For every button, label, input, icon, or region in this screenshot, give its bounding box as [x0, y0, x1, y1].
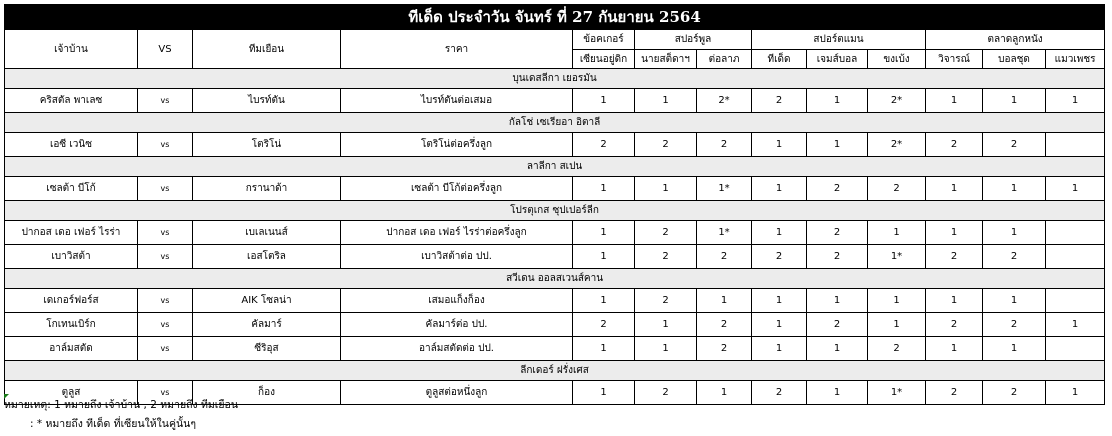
pick-cell: 1 [752, 221, 807, 245]
pick-cell: 2 [697, 133, 752, 157]
pick-cell: 1 [868, 289, 926, 313]
vs-label: vs [138, 177, 193, 201]
vs-label: vs [138, 337, 193, 361]
home-team: โกเทนเบิร์ก [5, 313, 138, 337]
pick-cell: 2 [868, 177, 926, 201]
match-row [5, 133, 1105, 157]
header-group: สปอร์พูล [635, 30, 752, 50]
handicap-price: เซลต้า บีโก้ต่อครึ่งลูก [341, 177, 573, 201]
footnote: : * หมายถึง ทีเด็ด ที่เซียนให้ในคู่นั้นๆ [30, 418, 197, 430]
pick-cell: 1* [868, 245, 926, 269]
header-group: ข้อคเกอร์ [573, 30, 635, 50]
match-row [5, 221, 1105, 245]
pick-cell: 1 [697, 381, 752, 405]
header-tipster: เซียนอยู่ดิก [573, 50, 635, 69]
pick-cell: 2 [635, 381, 697, 405]
pick-cell: 1 [635, 177, 697, 201]
league-row [5, 113, 1105, 133]
pick-cell [1046, 337, 1105, 361]
pick-cell: 1 [752, 133, 807, 157]
pick-cell: 2 [573, 313, 635, 337]
pick-cell: 1 [573, 337, 635, 361]
home-team: เซลต้า บีโก้ [5, 177, 138, 201]
handicap-price: โตริโน่ต่อครึ่งลูก [341, 133, 573, 157]
pick-cell [1046, 289, 1105, 313]
header-tipster: นายสต็ดาฯ [635, 50, 697, 69]
pick-cell: 1* [697, 221, 752, 245]
away-team: โตริโน่ [193, 133, 341, 157]
vs-label: vs [138, 133, 193, 157]
pick-cell: 1 [635, 337, 697, 361]
pick-cell: 2 [983, 313, 1046, 337]
pick-cell: 1 [807, 289, 868, 313]
pick-cell: 2 [635, 221, 697, 245]
pick-cell: 2 [807, 221, 868, 245]
pick-cell: 1 [752, 177, 807, 201]
pick-cell: 1 [573, 381, 635, 405]
pick-cell: 1 [926, 337, 983, 361]
pick-cell: 1 [752, 337, 807, 361]
tips-table [4, 4, 1105, 405]
pick-cell: 1 [983, 177, 1046, 201]
pick-cell [1046, 133, 1105, 157]
vs-label: vs [138, 381, 193, 405]
league-name: กัลโช่ เซเรียอา อิตาลี [5, 113, 1105, 133]
home-team: เบาวิสต้า [5, 245, 138, 269]
pick-cell: 2 [752, 245, 807, 269]
league-row [5, 361, 1105, 381]
match-row [5, 289, 1105, 313]
pick-cell: 1 [1046, 177, 1105, 201]
pick-cell: 1 [926, 221, 983, 245]
league-name: ลาลีกา สเปน [5, 157, 1105, 177]
pick-cell: 2 [807, 313, 868, 337]
vs-label: vs [138, 289, 193, 313]
vs-label: vs [138, 245, 193, 269]
cell-corner-marker [4, 394, 9, 399]
league-row [5, 201, 1105, 221]
pick-cell: 1 [926, 89, 983, 113]
pick-cell: 1 [573, 289, 635, 313]
pick-cell: 1 [573, 245, 635, 269]
pick-cell: 1 [1046, 381, 1105, 405]
pick-cell: 1 [635, 89, 697, 113]
league-row [5, 69, 1105, 89]
pick-cell: 1 [807, 337, 868, 361]
pick-cell: 2 [573, 133, 635, 157]
home-team: เอซี เวนิซ [5, 133, 138, 157]
pick-cell: 1 [752, 313, 807, 337]
footnotes [4, 396, 238, 434]
header-group: ตลาดลูกหนัง [926, 30, 1105, 50]
away-team: ก็อง [193, 381, 341, 405]
match-row [5, 313, 1105, 337]
pick-cell: 1 [1046, 89, 1105, 113]
pick-cell: 2 [983, 245, 1046, 269]
pick-cell: 1 [573, 221, 635, 245]
header-vs: VS [138, 30, 193, 69]
league-name: บุนเดสลีกา เยอรมัน [5, 69, 1105, 89]
vs-label: vs [138, 313, 193, 337]
pick-cell: 1 [1046, 313, 1105, 337]
pick-cell [1046, 245, 1105, 269]
home-team: เดเกอร์ฟอร์ส [5, 289, 138, 313]
pick-cell: 1 [807, 89, 868, 113]
pick-cell: 1 [926, 289, 983, 313]
pick-cell: 2 [983, 381, 1046, 405]
pick-cell [1046, 221, 1105, 245]
pick-cell: 2* [697, 89, 752, 113]
header-tipster: แมวเพชร [1046, 50, 1105, 69]
away-team: กรานาด้า [193, 177, 341, 201]
pick-cell: 2 [983, 133, 1046, 157]
league-name: โปรตุเกส ซุปเปอร์ลีก [5, 201, 1105, 221]
page-title: ทีเด็ด ประจำวัน จันทร์ ที่ 27 กันยายน 2564 [5, 5, 1105, 30]
home-team: อาล์มสตัด [5, 337, 138, 361]
footnote: หมายเหตุ: 1 หมายถึง เจ้าบ้าน , 2 หมายถึง ทีมเยือน [4, 399, 239, 411]
pick-cell: 1 [573, 89, 635, 113]
handicap-price: เบาวิสต้าต่อ ปป. [341, 245, 573, 269]
pick-cell: 1 [868, 221, 926, 245]
handicap-price: ปากอส เดอ เฟอร์ ไรร่าต่อครึ่งลูก [341, 221, 573, 245]
pick-cell: 1 [807, 381, 868, 405]
away-team: ซีริอุส [193, 337, 341, 361]
pick-cell: 2 [807, 177, 868, 201]
match-row [5, 89, 1105, 113]
pick-cell: 2 [697, 337, 752, 361]
pick-cell: 1 [868, 313, 926, 337]
handicap-price: เสมอแก็งก็อง [341, 289, 573, 313]
pick-cell: 2 [635, 133, 697, 157]
pick-cell: 2 [635, 245, 697, 269]
pick-cell: 2 [752, 89, 807, 113]
pick-cell: 2* [868, 133, 926, 157]
handicap-price: คัลมาร์ต่อ ปป. [341, 313, 573, 337]
league-row [5, 269, 1105, 289]
vs-label: vs [138, 221, 193, 245]
pick-cell: 2 [926, 313, 983, 337]
away-team: ไบรท์ตัน [193, 89, 341, 113]
pick-cell: 2 [926, 381, 983, 405]
pick-cell: 2 [926, 245, 983, 269]
away-team: คัลมาร์ [193, 313, 341, 337]
header-tipster: วิจารณ์ [926, 50, 983, 69]
home-team: ปากอส เดอ เฟอร์ ไรร่า [5, 221, 138, 245]
pick-cell: 2 [697, 245, 752, 269]
pick-cell: 1* [697, 177, 752, 201]
handicap-price: อาล์มสตัดต่อ ปป. [341, 337, 573, 361]
header-group: สปอร์ตแมน [752, 30, 926, 50]
header-tipster: ต่อลาภ [697, 50, 752, 69]
pick-cell: 1 [983, 89, 1046, 113]
pick-cell: 2* [868, 89, 926, 113]
pick-cell: 2 [752, 381, 807, 405]
header-tipster: ขงเบ้ง [868, 50, 926, 69]
pick-cell: 2 [697, 313, 752, 337]
header-tipster: บอลชุด [983, 50, 1046, 69]
header-tipster: เจมส์บอล [807, 50, 868, 69]
pick-cell: 1 [983, 337, 1046, 361]
pick-cell: 1 [573, 177, 635, 201]
vs-label: vs [138, 89, 193, 113]
match-row [5, 245, 1105, 269]
match-row [5, 177, 1105, 201]
header-home: เจ้าบ้าน [5, 30, 138, 69]
pick-cell: 1 [926, 177, 983, 201]
league-row [5, 157, 1105, 177]
header-away: ทีมเยือน [193, 30, 341, 69]
away-team: เอสโตริล [193, 245, 341, 269]
home-team: คริสตัล พาเลซ [5, 89, 138, 113]
pick-cell: 1 [983, 221, 1046, 245]
pick-cell: 1 [752, 289, 807, 313]
away-team: เบเลเนนส์ [193, 221, 341, 245]
pick-cell: 2 [868, 337, 926, 361]
league-name: ลีกเดอร์ ฝรั่งเศส [5, 361, 1105, 381]
handicap-price: ตูลูสต่อหนึ่งลูก [341, 381, 573, 405]
pick-cell: 2 [635, 289, 697, 313]
pick-cell: 1 [807, 133, 868, 157]
header-tipster: ทีเด็ด [752, 50, 807, 69]
pick-cell: 1 [635, 313, 697, 337]
header-price: ราคา [341, 30, 573, 69]
pick-cell: 2 [807, 245, 868, 269]
league-name: สวีเดน ออลสเวนส์คาน [5, 269, 1105, 289]
pick-cell: 2 [926, 133, 983, 157]
handicap-price: ไบรท์ตันต่อเสมอ [341, 89, 573, 113]
away-team: AIK โซลน่า [193, 289, 341, 313]
pick-cell: 1* [868, 381, 926, 405]
home-team: ตูลูส [5, 381, 138, 405]
match-row [5, 337, 1105, 361]
pick-cell: 1 [697, 289, 752, 313]
pick-cell: 1 [983, 289, 1046, 313]
